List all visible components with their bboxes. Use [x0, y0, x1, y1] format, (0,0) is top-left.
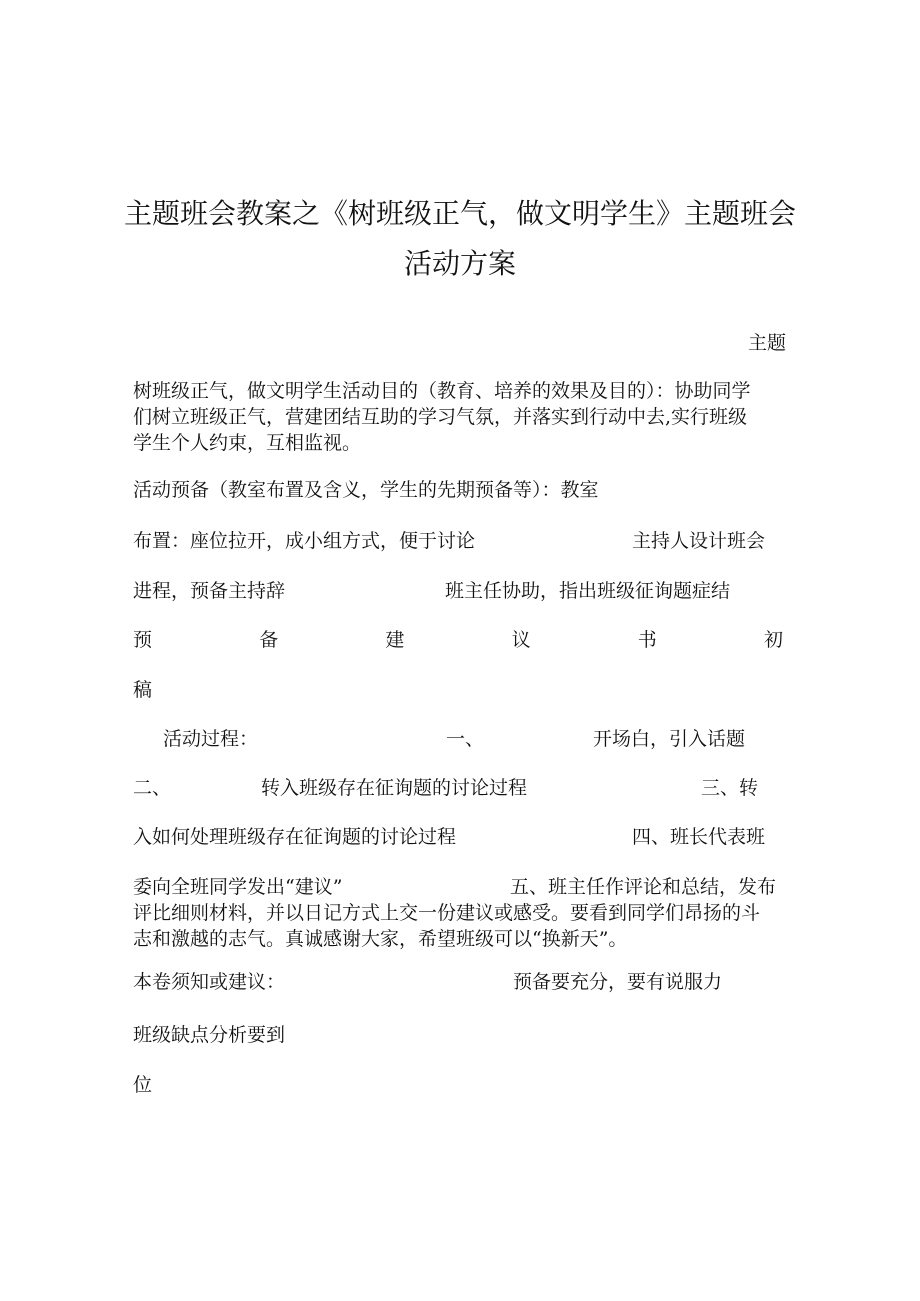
notes-text-right: 预备要充分，要有说服力	[513, 971, 723, 993]
notes-label: 本卷须知或建议：	[133, 971, 286, 993]
document-title-line-1: 主题班会教案之《树班级正气，做文明学生》主题班会	[123, 197, 796, 230]
process-text-left: 进程，预备主持辞	[133, 580, 286, 602]
layout-text-right: 主持人设计班会	[632, 530, 766, 552]
flow-step-five-line-3: 志和激越的志气。真诚感谢大家，希望班级可以“换新天”。	[133, 928, 628, 950]
purpose-line-1: 树班级正气，做文明学生活动目的（教育、培养的效果及目的）：协助同学	[133, 380, 751, 402]
purpose-line-2: 们树立班级正气，营建团结互助的学习气氛，并落实到行动中去,实行班级	[133, 406, 748, 428]
flow-step-two-number: 二、	[133, 777, 172, 799]
flow-step-three-continued: 入如何处理班级存在征询题的讨论过程	[133, 826, 457, 848]
document-title-line-2: 活动方案	[403, 247, 516, 280]
flow-step-one-text: 开场白，引入话题	[593, 728, 746, 750]
flow-label: 活动过程：	[163, 728, 259, 750]
spread-char: 建	[385, 629, 405, 651]
spread-char: 预	[133, 629, 153, 651]
spread-char: 议	[511, 629, 531, 651]
flow-step-four-start: 四、班长代表班	[632, 826, 766, 848]
flow-step-five-line-2: 评比细则材料，并以日记方式上交一份建议或感受。要看到同学们昂扬的斗	[133, 902, 761, 924]
topic-label: 主题	[747, 332, 786, 354]
draft-char: 稿	[133, 679, 153, 701]
spread-text-line	[133, 627, 783, 653]
notes-line-3: 位	[133, 1074, 153, 1096]
spread-char: 备	[259, 629, 279, 651]
flow-step-three-start: 三、转	[701, 777, 759, 799]
flow-step-five-start: 五、班主任作评论和总结，发布	[510, 876, 777, 898]
preparation-line: 活动预备（教室布置及含义，学生的先期预备等）：教室	[133, 479, 599, 501]
process-text-right: 班主任协助，指出班级征询题症结	[445, 580, 731, 602]
flow-step-one-number: 一、	[446, 728, 485, 750]
flow-step-two-text: 转入班级存在征询题的讨论过程	[261, 777, 528, 799]
spread-char: 初	[763, 629, 783, 651]
purpose-line-3: 学生个人约束，互相监视。	[133, 432, 362, 454]
spread-char: 书	[637, 629, 657, 651]
flow-step-four-continued: 委向全班同学发出“建议”	[133, 876, 343, 898]
notes-line-2: 班级缺点分析要到	[133, 1024, 286, 1046]
layout-text-left: 布置：座位拉开，成小组方式，便于讨论	[133, 530, 476, 552]
